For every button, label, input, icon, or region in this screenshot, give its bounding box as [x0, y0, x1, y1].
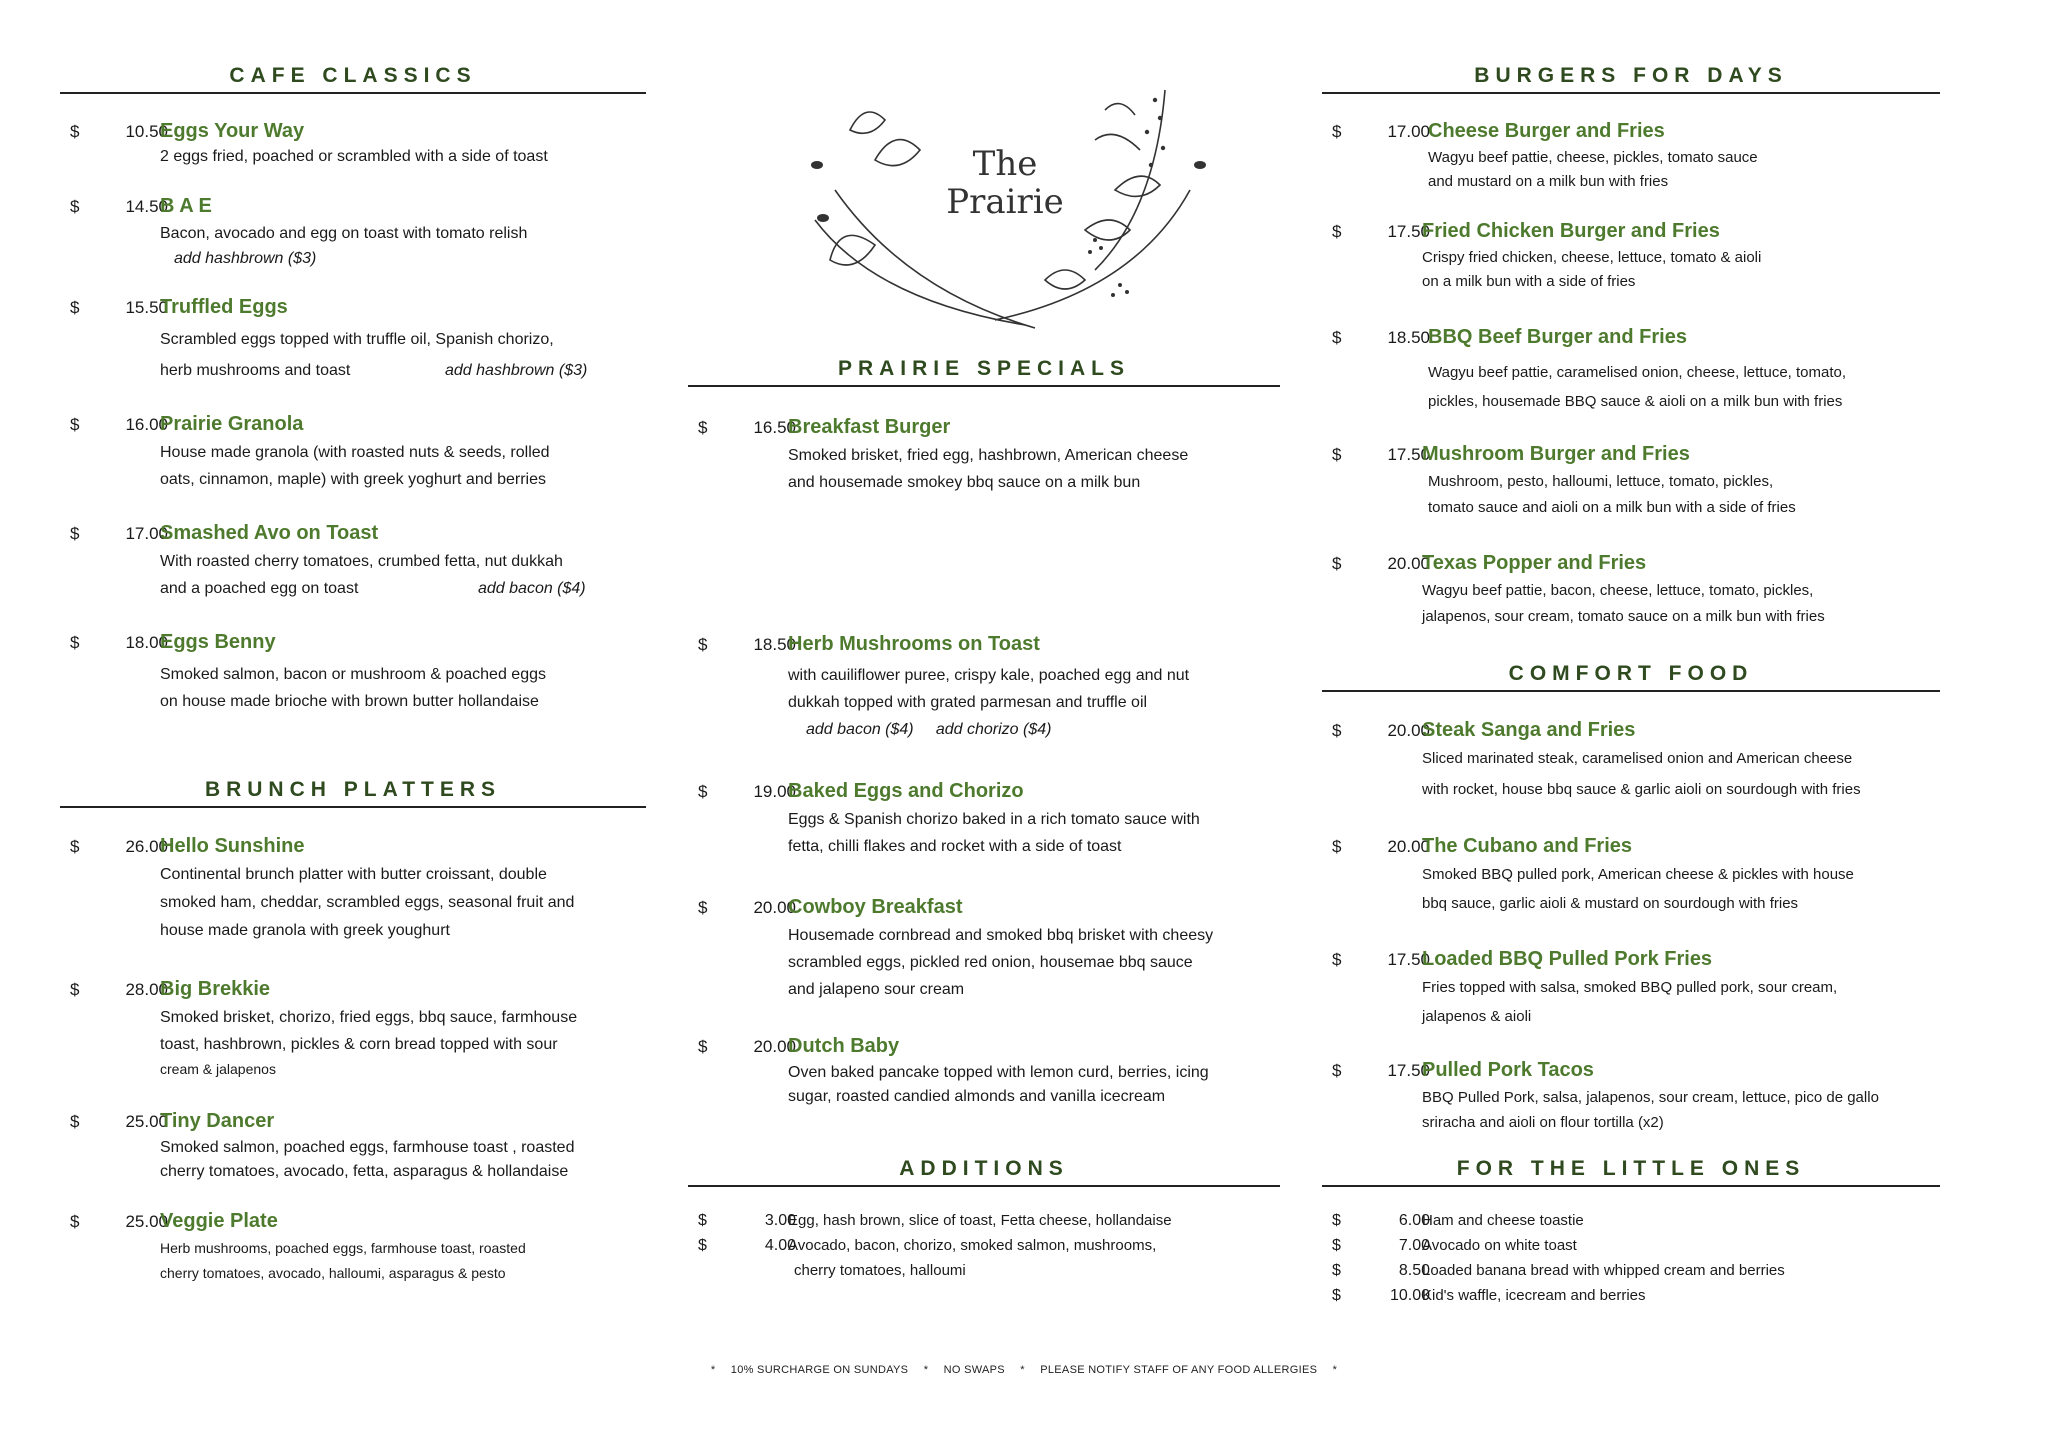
- section-title-brunch-platters: BRUNCH PLATTERS: [60, 778, 646, 808]
- item-description: Scrambled eggs topped with truffle oil, Spanish chorizo, herb mushrooms and toast add hashbrown ($3): [160, 324, 646, 386]
- item-name: Texas Popper and Fries: [1422, 552, 1647, 574]
- item-description: Mushroom, pesto, halloumi, lettuce, tomato, pickles, tomato sauce and aioli on a milk bun with a side of fries: [1428, 473, 1796, 516]
- restaurant-name: The Prairie: [946, 144, 1064, 222]
- currency-symbol: $: [70, 980, 80, 999]
- item-description: Crispy fried chicken, cheese, lettuce, tomato & aioli on a milk bun with a side of fries: [1422, 249, 1762, 290]
- item-price: 20.00: [1387, 554, 1430, 573]
- currency-symbol: $: [698, 635, 708, 654]
- currency-symbol: $: [698, 1237, 707, 1254]
- currency-symbol: $: [70, 415, 80, 434]
- currency-symbol: $: [698, 1212, 707, 1229]
- item-price: 6.00: [1398, 1212, 1430, 1229]
- item-name: Loaded BBQ Pulled Pork Fries: [1422, 948, 1713, 970]
- item-price: 15.50: [125, 298, 168, 317]
- currency-symbol: $: [698, 1037, 708, 1056]
- item-name: Baked Eggs and Chorizo: [788, 780, 1024, 802]
- item-description: Oven baked pancake topped with lemon curd, berries, icing sugar, roasted candied almonds and vanilla icecream: [788, 1064, 1209, 1105]
- item-price: 3.00: [764, 1212, 796, 1229]
- item-price: 25.00: [125, 1212, 168, 1231]
- currency-symbol: $: [70, 633, 80, 652]
- item-price: 16.00: [125, 415, 168, 434]
- currency-symbol: $: [70, 122, 80, 141]
- section-title-for-the-little-ones: FOR THE LITTLE ONES: [1322, 1157, 1940, 1187]
- currency-symbol: $: [1332, 721, 1342, 740]
- item-price: 10.00: [1389, 1287, 1430, 1304]
- item-description: Fries topped with salsa, smoked BBQ pulled pork, sour cream, jalapenos & aioli: [1422, 979, 1838, 1025]
- item-description: BBQ Pulled Pork, salsa, jalapenos, sour cream, lettuce, pico de gallo sriracha and aioli on flour tortilla (x2): [1422, 1089, 1879, 1131]
- section-title-prairie-specials: PRAIRIE SPECIALS: [688, 357, 1280, 387]
- item-name: Dutch Baby: [788, 1035, 900, 1057]
- item-price: 4.00: [764, 1237, 796, 1254]
- currency-symbol: $: [1332, 1262, 1341, 1279]
- item-name: Smashed Avo on Toast: [160, 522, 379, 544]
- currency-symbol: $: [1332, 554, 1342, 573]
- item-description: Continental brunch platter with butter croissant, double smoked ham, cheddar, scrambled eggs, seasonal fruit and house made granola with greek youghurt: [160, 866, 575, 939]
- item-description: With roasted cherry tomatoes, crumbed fetta, nut dukkah and a poached egg on toast add bacon ($4): [160, 548, 646, 602]
- item-name: Tiny Dancer: [160, 1110, 275, 1132]
- item-price: 17.50: [1387, 950, 1430, 969]
- item-description: Smoked brisket, fried egg, hashbrown, American cheese and housemade smokey bbq sauce on a milk bun: [788, 447, 1189, 491]
- item-description: cherry tomatoes, halloumi: [794, 1262, 966, 1279]
- item-name: Herb Mushrooms on Toast: [788, 633, 1040, 655]
- currency-symbol: $: [1332, 1061, 1342, 1080]
- item-name: Steak Sanga and Fries: [1422, 719, 1636, 741]
- item-name: Eggs Your Way: [160, 120, 305, 142]
- item-price: 20.00: [753, 1037, 796, 1056]
- item-name: Fried Chicken Burger and Fries: [1422, 220, 1720, 242]
- item-name: Eggs Benny: [160, 631, 276, 653]
- section-title-additions: ADDITIONS: [688, 1157, 1280, 1187]
- item-description: Egg, hash brown, slice of toast, Fetta cheese, hollandaise: [788, 1212, 1172, 1229]
- item-price: 20.00: [753, 898, 796, 917]
- item-price: 20.00: [1387, 837, 1430, 856]
- item-price: 19.00: [753, 782, 796, 801]
- section-title-burgers-for-days: BURGERS FOR DAYS: [1322, 64, 1940, 94]
- item-price: 28.00: [125, 980, 168, 999]
- item-price: 14.50: [125, 197, 168, 216]
- item-description: Wagyu beef pattie, bacon, cheese, lettuce, tomato, pickles, jalapenos, sour cream, tomato sauce on a milk bun with fries: [1422, 582, 1825, 625]
- currency-symbol: $: [70, 1112, 80, 1131]
- item-name: Pulled Pork Tacos: [1422, 1059, 1594, 1081]
- item-description: 2 eggs fried, poached or scrambled with a side of toast: [160, 148, 548, 165]
- item-price: 20.00: [1387, 721, 1430, 740]
- item-description: Avocado, bacon, chorizo, smoked salmon, mushrooms,: [788, 1237, 1157, 1254]
- item-name: Cowboy Breakfast: [788, 896, 963, 918]
- currency-symbol: $: [1332, 122, 1342, 141]
- currency-symbol: $: [1332, 1212, 1341, 1229]
- item-description: Bacon, avocado and egg on toast with tomato relish add hashbrown ($3): [160, 221, 646, 271]
- item-name: The Cubano and Fries: [1422, 835, 1633, 857]
- currency-symbol: $: [70, 1212, 80, 1231]
- item-price: 17.00: [1387, 122, 1430, 141]
- currency-symbol: $: [70, 197, 80, 216]
- item-description: Sliced marinated steak, caramelised onion and American cheese with rocket, house bbq sauce & garlic aioli on sourdough with fries: [1422, 750, 1861, 798]
- currency-symbol: $: [1332, 328, 1342, 347]
- item-name: Hello Sunshine: [160, 835, 305, 857]
- footer-notes: * 10% SURCHARGE ON SUNDAYS * NO SWAPS * PLEASE NOTIFY STAFF OF ANY FOOD ALLERGIES *: [710, 1364, 1338, 1376]
- item-price: 17.50: [1387, 222, 1430, 241]
- currency-symbol: $: [1332, 222, 1342, 241]
- item-name: Breakfast Burger: [788, 416, 951, 438]
- restaurant-logo: [795, 70, 1215, 330]
- item-name: Mushroom Burger and Fries: [1422, 443, 1690, 465]
- section-title-cafe-classics: CAFE CLASSICS: [60, 64, 646, 94]
- item-price: 7.00: [1398, 1237, 1430, 1254]
- currency-symbol: $: [698, 782, 708, 801]
- currency-symbol: $: [70, 524, 80, 543]
- item-price: 8.50: [1398, 1262, 1430, 1279]
- section-title-comfort-food: COMFORT FOOD: [1322, 662, 1940, 692]
- item-price: 10.50: [125, 122, 168, 141]
- item-price: 17.50: [1387, 1061, 1430, 1080]
- currency-symbol: $: [1332, 1287, 1341, 1304]
- item-description: Wagyu beef pattie, caramelised onion, cheese, lettuce, tomato, pickles, housemade BBQ sauce & aioli on a milk bun with fries: [1428, 364, 1847, 410]
- item-name: B A E: [160, 195, 212, 217]
- item-description: Eggs & Spanish chorizo baked in a rich tomato sauce with fetta, chilli flakes and rocket with a side of toast: [788, 811, 1200, 855]
- currency-symbol: $: [698, 418, 708, 437]
- currency-symbol: $: [70, 837, 80, 856]
- item-description: Wagyu beef pattie, cheese, pickles, tomato sauce and mustard on a milk bun with fries: [1428, 149, 1758, 190]
- item-price: 18.50: [1387, 328, 1430, 347]
- item-description: Avocado on white toast: [1422, 1237, 1577, 1254]
- item-addon: add hashbrown ($3): [174, 250, 317, 267]
- item-description: Kid's waffle, icecream and berries: [1422, 1287, 1646, 1304]
- item-name: Big Brekkie: [160, 978, 271, 1000]
- item-name: BBQ Beef Burger and Fries: [1428, 326, 1687, 348]
- item-description: Smoked BBQ pulled pork, American cheese & pickles with house bbq sauce, garlic aioli & mustard on sourdough with fries: [1422, 866, 1854, 912]
- item-description: Ham and cheese toastie: [1422, 1212, 1584, 1229]
- item-description: Smoked salmon, bacon or mushroom & poached eggs on house made brioche with brown butter hollandaise: [160, 666, 546, 710]
- item-name: Cheese Burger and Fries: [1428, 120, 1665, 142]
- item-description: with cauiliflower puree, crispy kale, poached egg and nut dukkah topped with grated parmesan and truffle oil add bacon ($4) add chorizo ($4): [788, 662, 1280, 743]
- item-price: 25.00: [125, 1112, 168, 1131]
- surcharge-note: 10% SURCHARGE ON SUNDAYS: [730, 1364, 909, 1376]
- item-price: 18.00: [125, 633, 168, 652]
- item-name: Truffled Eggs: [160, 296, 288, 318]
- item-price: 16.50: [753, 418, 796, 437]
- currency-symbol: $: [1332, 445, 1342, 464]
- item-addon: add bacon ($4): [478, 580, 586, 597]
- currency-symbol: $: [698, 898, 708, 917]
- currency-symbol: $: [1332, 950, 1342, 969]
- currency-symbol: $: [1332, 1237, 1341, 1254]
- item-description: Smoked salmon, poached eggs, farmhouse toast , roasted cherry tomatoes, avocado, fetta, asparagus & hollandaise: [160, 1139, 575, 1180]
- item-description: Smoked brisket, chorizo, fried eggs, bbq sauce, farmhouse toast, hashbrown, pickles & corn bread topped with sour cream & jalapenos: [160, 1009, 578, 1077]
- item-addon: add bacon ($4) add chorizo ($4): [806, 721, 1052, 738]
- item-description: Herb mushrooms, poached eggs, farmhouse toast, roasted cherry tomatoes, avocado, halloumi, asparagus & pesto: [160, 1240, 526, 1281]
- no-swaps-note: NO SWAPS: [943, 1364, 1005, 1376]
- item-description: Housemade cornbread and smoked bbq brisket with cheesy scrambled eggs, pickled red onion, housemae bbq sauce and jalapeno sour cream: [788, 927, 1214, 998]
- item-name: Veggie Plate: [160, 1210, 278, 1232]
- item-price: 17.50: [1387, 445, 1430, 464]
- item-price: 26.00: [125, 837, 168, 856]
- item-description: Loaded banana bread with whipped cream and berries: [1422, 1262, 1785, 1279]
- item-description: House made granola (with roasted nuts & seeds, rolled oats, cinnamon, maple) with greek yoghurt and berries: [160, 444, 550, 488]
- allergy-note: PLEASE NOTIFY STAFF OF ANY FOOD ALLERGIES: [1040, 1364, 1318, 1376]
- item-price: 18.50: [753, 635, 796, 654]
- currency-symbol: $: [70, 298, 80, 317]
- currency-symbol: $: [1332, 837, 1342, 856]
- item-addon: add hashbrown ($3): [445, 362, 588, 379]
- item-price: 17.00: [125, 524, 168, 543]
- item-name: Prairie Granola: [160, 413, 304, 435]
